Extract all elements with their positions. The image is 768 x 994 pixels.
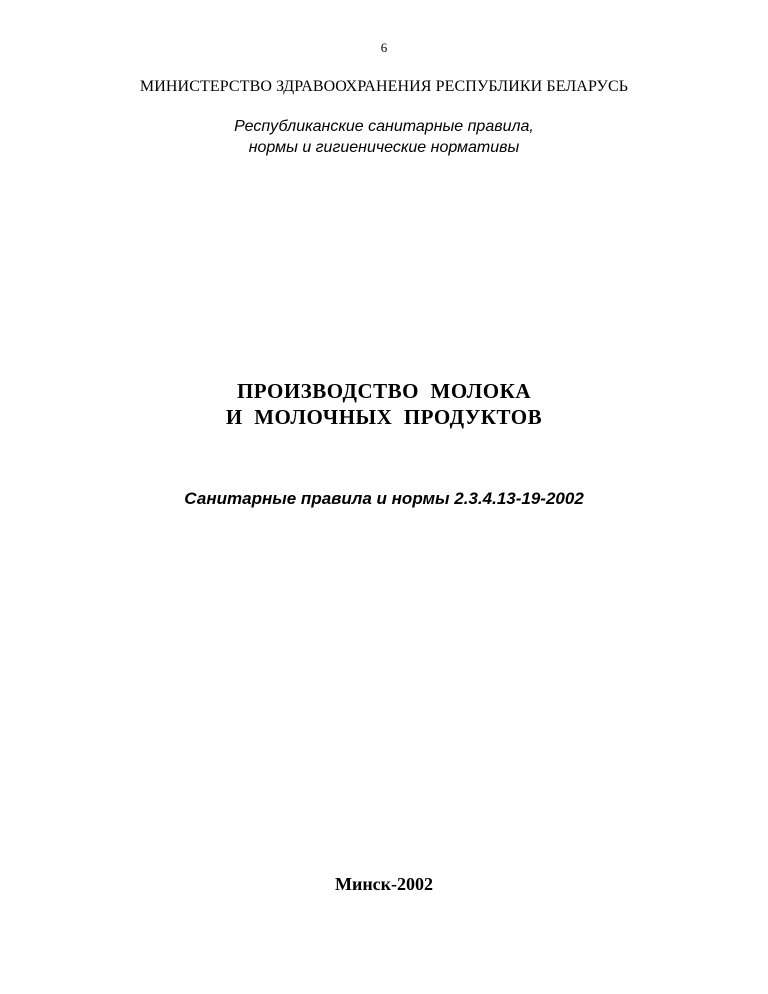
title-line-2: И МОЛОЧНЫХ ПРОДУКТОВ [225, 405, 543, 429]
subtitle-line-1: Республиканские санитарные правила, [234, 118, 534, 135]
norms-designation: Санитарные правила и нормы 2.3.4.13-19-2002 [184, 489, 584, 508]
document-title [0, 378, 768, 430]
document-subtitle [0, 116, 768, 158]
city-year: Минск-2002 [334, 874, 434, 894]
ministry-heading: МИНИСТЕРСТВО ЗДРАВООХРАНЕНИЯ РЕСПУБЛИКИ БЕЛАРУСЬ [139, 78, 629, 95]
page-number: 6 [380, 40, 388, 55]
title-line-1: ПРОИЗВОДСТВО МОЛОКА [236, 379, 532, 403]
subtitle-line-2: нормы и гигиенические нормативы [248, 139, 520, 156]
